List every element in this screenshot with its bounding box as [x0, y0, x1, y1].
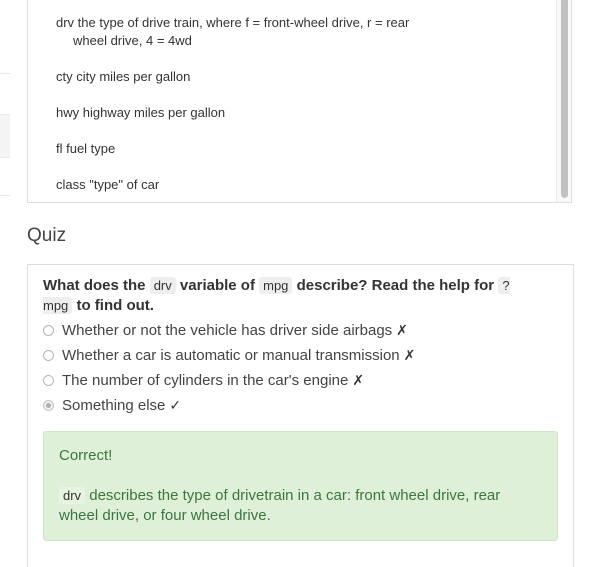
code-mpg: mpg	[259, 277, 292, 294]
feedback-text: describes the type of drivetrain in a car: front wheel drive, rear wheel drive, or four wheel drive.	[59, 487, 501, 524]
feedback-title: Correct!	[59, 447, 113, 464]
cross-icon: ✗	[352, 371, 365, 388]
code-drv: drv	[59, 487, 85, 504]
sidebar-divider	[0, 195, 10, 196]
help-item-cty	[56, 68, 451, 86]
help-item-text: drv the type of drive train, where f = front-wheel drive, r = rear	[56, 15, 410, 30]
cross-icon: ✗	[403, 346, 416, 363]
option-label: The number of cylinders in the car's engine	[62, 371, 349, 389]
option-cylinders[interactable]	[43, 370, 364, 390]
radio-button[interactable]	[43, 325, 54, 336]
help-item-text: cty city miles per gallon	[56, 69, 191, 84]
option-label: Whether or not the vehicle has driver side airbags	[62, 321, 393, 339]
quiz-heading: Quiz	[27, 225, 67, 246]
quiz-panel	[27, 264, 574, 567]
radio-button[interactable]	[43, 350, 54, 361]
feedback-alert	[43, 431, 558, 541]
feedback-body	[59, 486, 539, 526]
help-item-continuation: wheel drive, 4 = 4wd	[73, 33, 192, 48]
help-item-fl	[56, 140, 451, 158]
radio-button[interactable]	[43, 375, 54, 386]
question-text: What does the	[43, 277, 146, 294]
code-drv: drv	[150, 277, 176, 294]
sidebar-divider	[0, 73, 10, 74]
help-item-text: class "type" of car	[56, 177, 160, 192]
help-panel[interactable]	[27, 0, 572, 203]
code-help-mpg: ?mpg	[43, 278, 510, 313]
quiz-question	[43, 276, 538, 316]
help-item-text: fl fuel type	[56, 141, 116, 156]
help-item-class	[56, 176, 451, 194]
option-label: Whether a car is automatic or manual transmission	[62, 346, 400, 364]
help-scrollbar[interactable]	[556, 0, 571, 203]
radio-button-selected[interactable]	[43, 400, 54, 411]
option-transmission[interactable]	[43, 345, 415, 365]
help-item-text: hwy highway miles per gallon	[56, 105, 226, 120]
question-text: to find out.	[76, 297, 154, 314]
question-text: variable of	[179, 277, 255, 294]
option-label: Something else	[62, 396, 166, 414]
help-item-hwy	[56, 104, 451, 122]
check-icon: ✓	[169, 396, 182, 413]
option-something-else[interactable]	[43, 395, 181, 415]
question-text: describe? Read the help for	[296, 277, 495, 294]
option-airbags[interactable]	[43, 320, 408, 340]
cross-icon: ✗	[396, 321, 408, 338]
sidebar-item-fragment[interactable]	[0, 114, 10, 158]
scrollbar-thumb[interactable]	[561, 0, 568, 198]
help-item-drv	[56, 14, 451, 50]
